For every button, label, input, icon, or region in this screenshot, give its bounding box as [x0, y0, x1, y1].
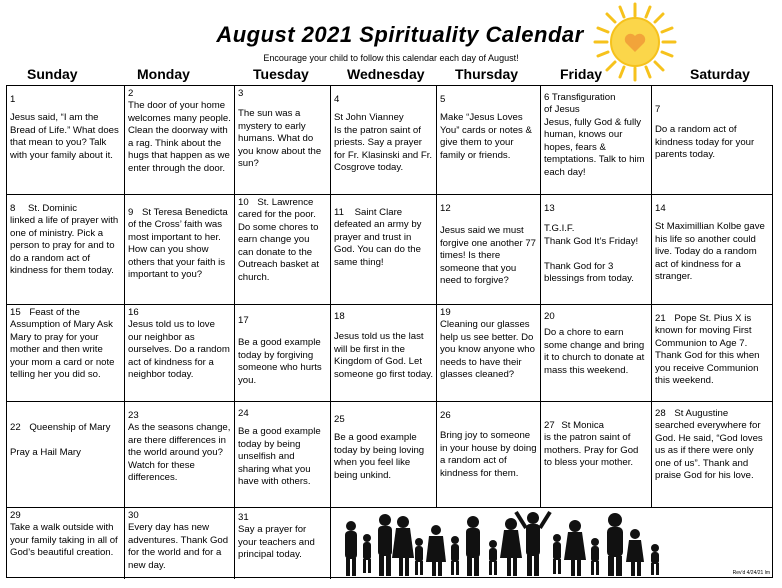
day-text: Take a walk outside with your family taking in all of God’s beautiful creation. — [10, 522, 118, 559]
day-number: 22 — [10, 422, 21, 433]
weekday-wednesday: Wednesday — [347, 66, 425, 82]
family-silhouette-illustration — [333, 508, 718, 578]
day-text: Do a random act of kindness today for your parents today. — [655, 124, 755, 161]
day-number: 4 — [334, 94, 340, 105]
day-cell — [7, 195, 125, 305]
day-text: The door of your home welcomes many people. Clean the doorway with a rag. Think about the hugs that happen as we enter through the door. — [128, 100, 231, 174]
day-text: Pope St. Pius X is known for moving First Communion to Age 7. Thank God for this when you receive Communion this weekend. — [655, 313, 760, 387]
day-text: Say a prayer for your teachers and principal today. — [238, 524, 315, 561]
day-text: of Jesus Jesus, fully God & fully human, knows our hopes, fears & temptations. Talk to him each day! — [544, 104, 645, 178]
day-cell — [7, 305, 125, 402]
day-text: St Teresa Benedicta of the Cross’ faith was most important to her. How can you show others that your faith is important to you? — [128, 207, 228, 281]
day-number: 26 — [440, 410, 451, 421]
day-text: T.G.I.F. Thank God It’s Friday! Thank God for 3 blessings from today. — [544, 223, 639, 285]
day-cell — [331, 86, 437, 195]
day-number: 27 — [544, 420, 555, 431]
day-text: The sun was a mystery to early humans. What do you know about the sun? — [238, 108, 322, 170]
day-cell — [235, 402, 331, 508]
day-text: St Monica is the patron saint of mothers. Pray for God to bless your mother. — [544, 420, 639, 469]
day-text: Queenship of Mary Pray a Hail Mary — [10, 422, 111, 458]
day-cell — [652, 305, 773, 402]
day-number: 2 — [128, 88, 134, 99]
day-number: 11 — [334, 207, 344, 218]
day-cell — [125, 305, 235, 402]
day-number: 25 — [334, 414, 345, 425]
day-text: Jesus said we must forgive one another 77 times! Is there someone that you need to forgive? — [440, 225, 537, 287]
day-number: 29 — [10, 510, 21, 521]
day-cell — [7, 508, 125, 579]
day-cell — [235, 86, 331, 195]
day-text: Make “Jesus Loves You” cards or notes & give them to your family or friends. — [440, 112, 532, 161]
day-cell — [235, 195, 331, 305]
day-number: 30 — [128, 510, 139, 521]
day-cell — [331, 195, 437, 305]
day-number: 3 — [238, 88, 244, 99]
day-number: 13 — [544, 203, 555, 214]
day-text: Do a chore to earn some change and bring it to church to donate at mass this weekend. — [544, 327, 645, 376]
day-text: Be a good example today by being unselfish and sharing what you have with others. — [238, 426, 321, 488]
day-cell — [437, 402, 541, 508]
day-cell — [125, 508, 235, 579]
day-text: Saint Clare defeated an army by prayer and trust in God. You can do the same thing! — [334, 207, 422, 268]
day-number: 31 — [238, 512, 249, 523]
day-cell — [652, 402, 773, 508]
day-cell — [7, 402, 125, 508]
day-text: Bring joy to someone in your house by doing a random act of kindness for them. — [440, 430, 537, 479]
day-number: 21 — [655, 313, 666, 324]
day-text: Feast of the Assumption of Mary Ask Mary to pray for your mother and then write your mom a card or note telling her you did so. — [10, 307, 115, 381]
day-cell — [125, 402, 235, 508]
day-number: 23 — [128, 410, 139, 421]
day-cell — [125, 86, 235, 195]
day-text: Jesus told us to love our neighbor as ourselves. Do a random act of kindness for a neighbor today. — [128, 319, 230, 381]
day-cell — [541, 305, 652, 402]
day-number: 20 — [544, 311, 555, 322]
day-number: 19 — [440, 307, 451, 318]
day-number: 24 — [238, 408, 249, 419]
weekday-sunday: Sunday — [27, 66, 78, 82]
day-number: 16 — [128, 307, 139, 318]
day-text: Be a good example today by being loving when you feel like being unkind. — [334, 432, 425, 481]
day-text: Be a good example today by forgiving someone who hurts you. — [238, 337, 322, 386]
day-number: 10 — [238, 197, 249, 208]
day-number: 12 — [440, 203, 451, 214]
day-cell — [541, 195, 652, 305]
day-number: 18 — [334, 311, 345, 322]
day-number: 14 — [655, 203, 666, 214]
day-text: St. Dominic linked a life of prayer with one of ministry. Pick a person to pray for and to do a random act of kindness for them today. — [10, 203, 119, 277]
day-cell — [541, 402, 652, 508]
day-number: 15 — [10, 307, 21, 318]
day-cell — [541, 86, 652, 195]
calendar-title: August 2021 Spirituality Calendar — [216, 22, 584, 47]
day-number: 8 — [10, 203, 16, 214]
calendar-subtitle: Encourage your child to follow this calendar each day of August! — [263, 53, 519, 63]
sun-heart-icon — [590, 2, 680, 82]
day-text: Every day has new adventures. Thank God for the world and for a new day. — [128, 522, 229, 571]
day-text: St Augustine searched everywhere for God. He said, “God loves us as if there were only one of us”. Thank and praise God for his love. — [655, 408, 763, 482]
day-cell — [235, 508, 331, 579]
weekday-thursday: Thursday — [455, 66, 519, 82]
day-text: St. Lawrence cared for the poor. Do some chores to earn change you can donate to the Outreach basket at church. — [238, 197, 320, 283]
day-number: 5 — [440, 94, 446, 105]
day-cell — [331, 305, 437, 402]
day-number: 9 — [128, 207, 134, 218]
day-text: As the seasons change, are there differences in the world around you? Watch for these differences. — [128, 422, 231, 484]
day-text: Cleaning our glasses help us see better. Do you know anyone who needs to have their glasses cleaned? — [440, 319, 535, 381]
day-cell — [437, 305, 541, 402]
weekday-saturday: Saturday — [690, 66, 750, 82]
day-text: Jesus told us the last will be first in the Kingdom of God. Let someone go first today. — [334, 331, 434, 380]
weekday-monday: Monday — [137, 66, 190, 82]
day-number: 7 — [655, 104, 661, 115]
day-cell — [437, 86, 541, 195]
day-cell — [652, 86, 773, 195]
day-number: 6 Transfiguration — [544, 92, 616, 103]
weekday-friday: Friday — [560, 66, 603, 82]
day-cell — [125, 195, 235, 305]
day-cell — [437, 195, 541, 305]
weekday-tuesday: Tuesday — [253, 66, 309, 82]
calendar-grid — [6, 85, 773, 578]
day-cell — [7, 86, 125, 195]
day-number: 17 — [238, 315, 249, 326]
day-text: St Maximillian Kolbe gave his life so another could live. Today do a random act of kindness for a stranger. — [655, 221, 765, 283]
day-number: 1 — [10, 94, 16, 105]
day-text: Jesus said, “I am the Bread of Life.” What does that mean to you? Talk with your family about it. — [10, 112, 119, 161]
day-cell — [235, 305, 331, 402]
day-number: 28 — [655, 408, 666, 419]
day-cell — [331, 402, 437, 508]
day-text: St John Vianney Is the patron saint of priests. Say a prayer for Fr. Klasinski and Fr. Cosgrove today. — [334, 112, 433, 174]
day-cell — [652, 195, 773, 305]
revision-note: Rev'd 4/24/21 lm — [732, 570, 770, 576]
